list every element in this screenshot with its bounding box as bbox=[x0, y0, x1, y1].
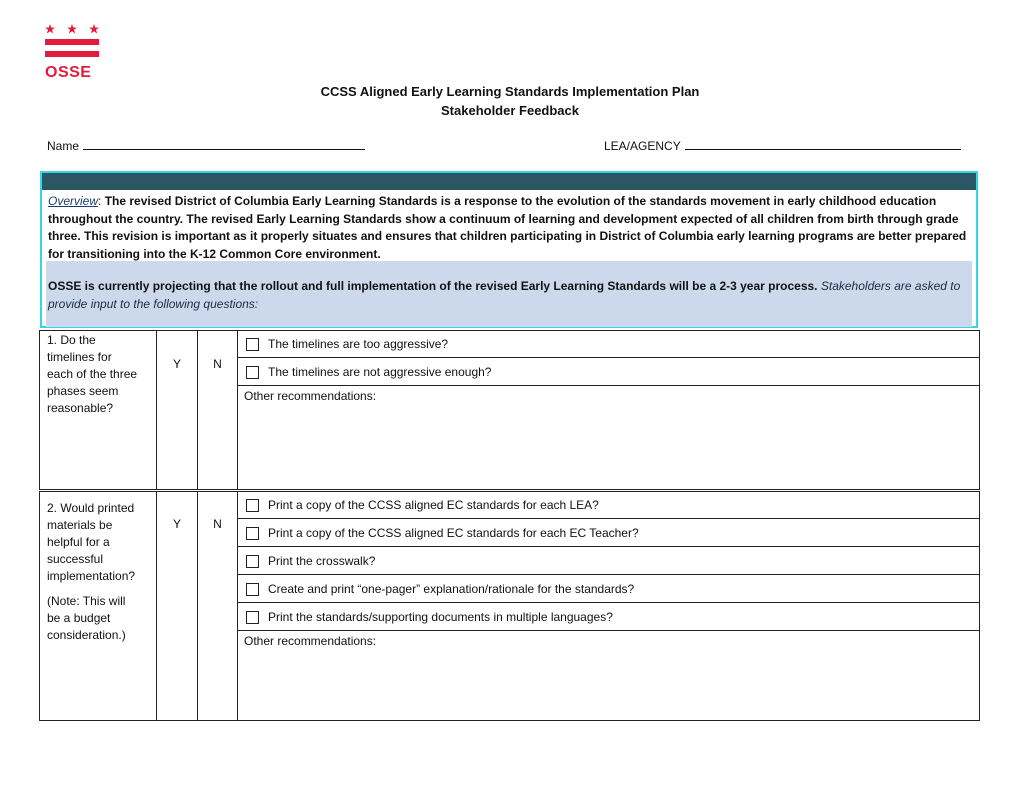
agency-underline[interactable] bbox=[685, 138, 961, 150]
question-2-yes-cell[interactable] bbox=[157, 492, 198, 720]
checkbox[interactable] bbox=[246, 611, 259, 624]
page-subtitle: Stakeholder Feedback bbox=[441, 103, 579, 118]
option-label: Print a copy of the CCSS aligned EC standards for each EC Teacher? bbox=[268, 526, 639, 540]
projection-bold: OSSE is currently projecting that the rollout and full implementation of the revised Early Learning Standards will be a 2-3 year process. bbox=[48, 279, 818, 293]
question-line: successful bbox=[47, 552, 104, 566]
question-2-text bbox=[47, 500, 135, 644]
option-label: The timelines are not aggressive enough? bbox=[268, 365, 492, 379]
dc-flag-stars-icon bbox=[45, 24, 99, 34]
question-line: 1. Do the bbox=[47, 333, 96, 347]
question-1-no-cell[interactable] bbox=[198, 331, 238, 489]
option-row[interactable] bbox=[238, 548, 979, 575]
checkbox[interactable] bbox=[246, 583, 259, 596]
question-line: timelines for bbox=[47, 350, 112, 364]
question-line: reasonable? bbox=[47, 401, 114, 415]
osse-logo bbox=[45, 24, 99, 82]
option-row[interactable] bbox=[238, 331, 979, 358]
checkbox[interactable] bbox=[246, 366, 259, 379]
projection-band bbox=[46, 261, 972, 327]
option-row[interactable] bbox=[238, 359, 979, 386]
question-line: 2. Would printed bbox=[47, 501, 135, 515]
flag-bar-bottom bbox=[45, 51, 99, 57]
option-row[interactable] bbox=[238, 604, 979, 631]
question-1-text bbox=[47, 332, 137, 417]
question-2-options bbox=[238, 492, 979, 720]
option-label: Create and print “one-pager” explanation/rationale for the standards? bbox=[268, 582, 635, 596]
note-line: consideration.) bbox=[47, 628, 126, 642]
agency-label: LEA/AGENCY bbox=[604, 139, 681, 153]
overview-text bbox=[48, 193, 970, 263]
question-line: implementation? bbox=[47, 569, 136, 583]
name-field[interactable] bbox=[47, 138, 365, 153]
question-2-no-cell[interactable] bbox=[198, 492, 238, 720]
question-line: materials be bbox=[47, 518, 113, 532]
question-2-text-cell bbox=[40, 492, 157, 720]
question-2-table bbox=[39, 491, 980, 721]
no-label: N bbox=[213, 517, 222, 531]
overview-header-bar bbox=[42, 173, 976, 190]
note-line: be a budget bbox=[47, 611, 111, 625]
checkbox[interactable] bbox=[246, 499, 259, 512]
checkbox[interactable] bbox=[246, 527, 259, 540]
option-row[interactable] bbox=[238, 576, 979, 603]
question-1-options bbox=[238, 331, 979, 489]
other-recommendations-label: Other recommendations: bbox=[244, 389, 377, 403]
agency-field[interactable] bbox=[604, 138, 961, 153]
name-label: Name bbox=[47, 139, 80, 153]
question-1-table bbox=[39, 330, 980, 490]
checkbox[interactable] bbox=[246, 555, 259, 568]
option-label: Print the crosswalk? bbox=[268, 554, 376, 568]
overview-separator: : bbox=[98, 194, 102, 208]
overview-body: The revised District of Columbia Early Learning Standards is a response to the evolution of the standards movement in early childhood education throughout the country. The revised Early Learning Standards show a continuum of learning and development expected of all children from birth through grade three. This revision is important as it properly situates and ensures that children participating in District of Columbia early learning programs are better prepared for transitioning into the K-12 Common Core environment. bbox=[48, 194, 967, 261]
option-row[interactable] bbox=[238, 492, 979, 519]
yes-label: Y bbox=[172, 357, 181, 371]
projection-italic: Stakeholders are asked to provide input to the following questions: bbox=[48, 279, 961, 311]
no-label: N bbox=[213, 357, 222, 371]
option-label: Print the standards/supporting documents in multiple languages? bbox=[268, 610, 613, 624]
yes-label: Y bbox=[172, 517, 181, 531]
flag-bar-top bbox=[45, 39, 99, 45]
option-label: Print a copy of the CCSS aligned EC standards for each LEA? bbox=[268, 498, 599, 512]
other-recommendations-label: Other recommendations: bbox=[244, 634, 377, 648]
page-title: CCSS Aligned Early Learning Standards Implementation Plan bbox=[320, 84, 700, 99]
name-underline[interactable] bbox=[83, 138, 365, 150]
logo-wordmark: OSSE bbox=[45, 64, 92, 81]
question-line: each of the three bbox=[47, 367, 138, 381]
question-line: phases seem bbox=[47, 384, 119, 398]
question-line: helpful for a bbox=[47, 535, 110, 549]
overview-panel bbox=[40, 171, 978, 328]
option-row[interactable] bbox=[238, 520, 979, 547]
question-1-text-cell bbox=[40, 331, 157, 489]
note-line: (Note: This will bbox=[47, 594, 126, 608]
question-1-yes-cell[interactable] bbox=[157, 331, 198, 489]
option-label: The timelines are too aggressive? bbox=[268, 337, 449, 351]
checkbox[interactable] bbox=[246, 338, 259, 351]
overview-label: Overview bbox=[48, 194, 99, 208]
projection-text bbox=[48, 278, 970, 313]
